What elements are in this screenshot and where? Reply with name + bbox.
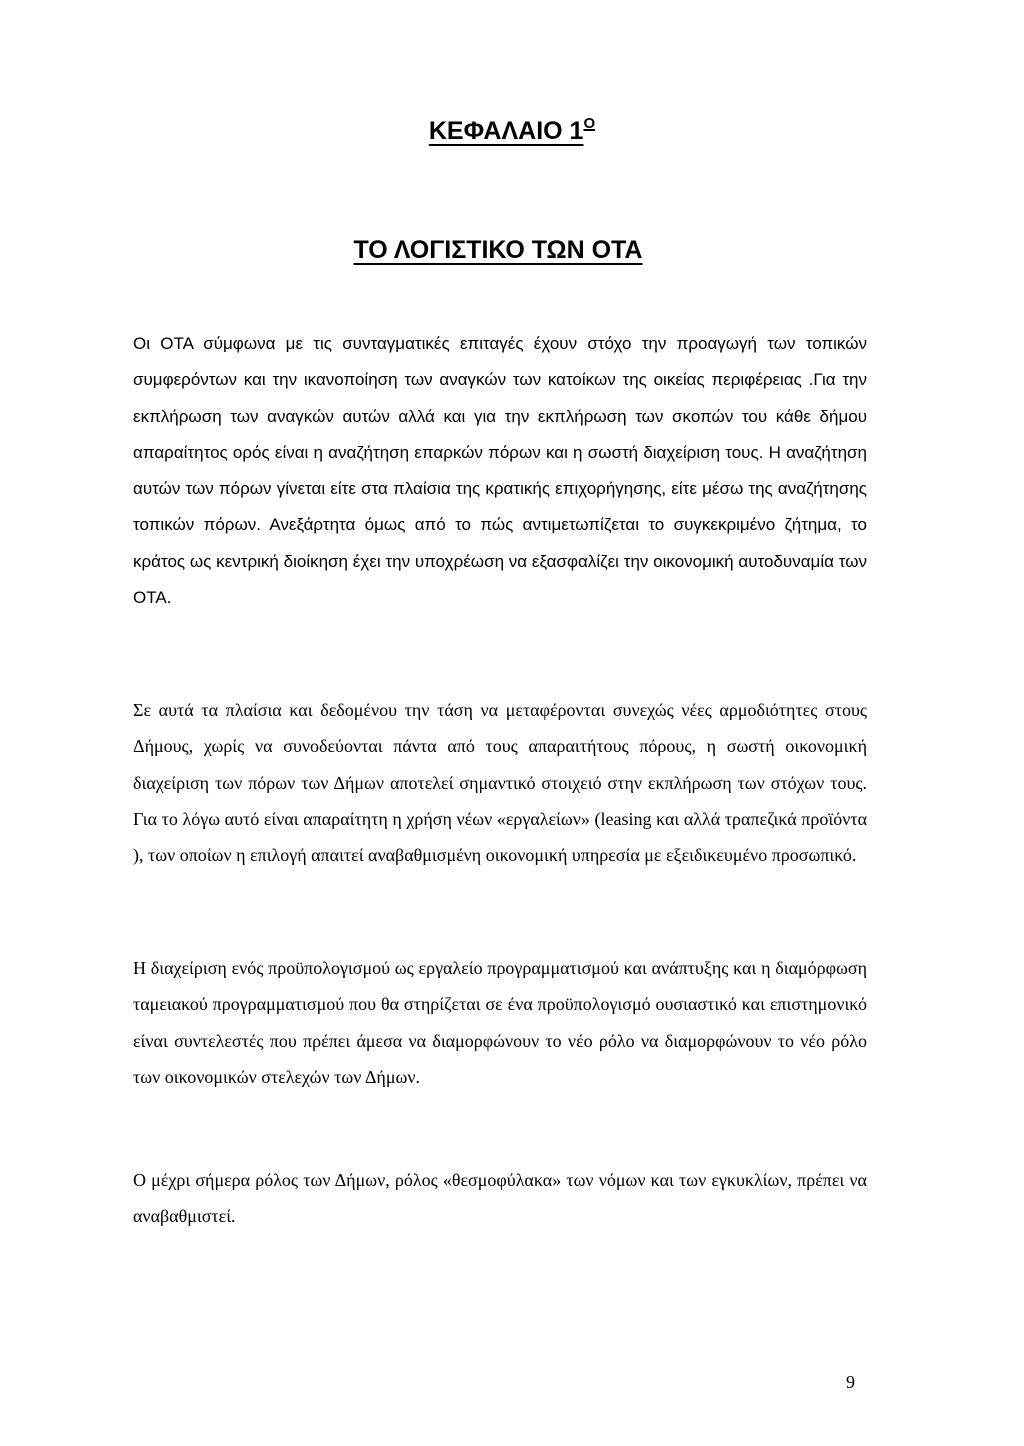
section-title: ΤΟ ΛΟΓΙΣΤΙΚΟ ΤΩΝ ΟΤΑ — [353, 236, 643, 264]
paragraph-role-upgrade: Ο μέχρι σήμερα ρόλος των Δήμων, ρόλος «θεσμοφύλακα» των νόμων και των εγκυκλίων, πρέπει να αναβαθμιστεί. — [133, 1170, 867, 1227]
page-number: 9 — [846, 1372, 855, 1392]
paragraph-intro: Οι ΟΤΑ σύμφωνα με τις συνταγματικές επιταγές έχουν στόχο την προαγωγή των τοπικών συμφερόντων και την ικανοποίηση των αναγκών των κατοίκων της οικείας περιφέρειας .Για την εκπλήρωση των αναγκών αυτών αλλά και για την εκπλήρωση των σκοπών του κάθε δήμου απαραίτητος ορός είναι η αναζήτηση επαρκών πόρων και η σωστή διαχείριση τους. Η αναζήτηση αυτών των πόρων γίνεται είτε στα πλαίσια της κρατικής επιχορήγησης, είτε μέσω της αναζήτησης τοπικών πόρων. Ανεξάρτητα όμως από το πώς αντιμετωπίζεται το συγκεκριμένο ζήτημα, το κράτος ως κεντρική διοίκηση έχει την υποχρέωση να εξασφαλίζει την οικονομική αυτοδυναμία των ΟΤΑ. — [133, 334, 867, 608]
paragraph-budget-management: Η διαχείριση ενός προϋπολογισμού ως εργαλείο προγραμματισμού και ανάπτυξης και η διαμόρφωση ταμειακού προγραμματισμού που θα στηρίζεται σε ένα προϋπολογισμό ουσιαστικό και επιστημονικό είναι συντελεστές που πρέπει άμεσα να διαμορφώνουν το νέο ρόλο να διαμορφώνουν το νέο ρόλο των οικονομικών στελεχών των Δήμων. — [133, 958, 867, 1087]
chapter-superscript: Ο — [583, 115, 596, 132]
chapter-label: ΚΕΦΑΛΑΙΟ 1 — [428, 117, 584, 145]
paragraph-responsibilities: Σε αυτά τα πλαίσια και δεδομένου την τάση να μεταφέρονται συνεχώς νέες αρμοδιότητες στους Δήμους, χωρίς να συνοδεύονται πάντα από τους απαραιτήτους πόρους, η σωστή οικονομική διαχείριση των πόρων των Δήμων αποτελεί σημαντικό στοιχειό στην εκπλήρωση των στόχων τους. Για το λόγω αυτό είναι απαραίτητη η χρήση νέων «εργαλείων» (leasing και αλλά τραπεζικά προϊόντα ), των οποίων η επιλογή απαιτεί αναβαθμισμένη οικονομική υπηρεσία με εξειδικευμένο προσωπικό. — [133, 700, 867, 866]
chapter-heading — [0, 104, 1024, 151]
